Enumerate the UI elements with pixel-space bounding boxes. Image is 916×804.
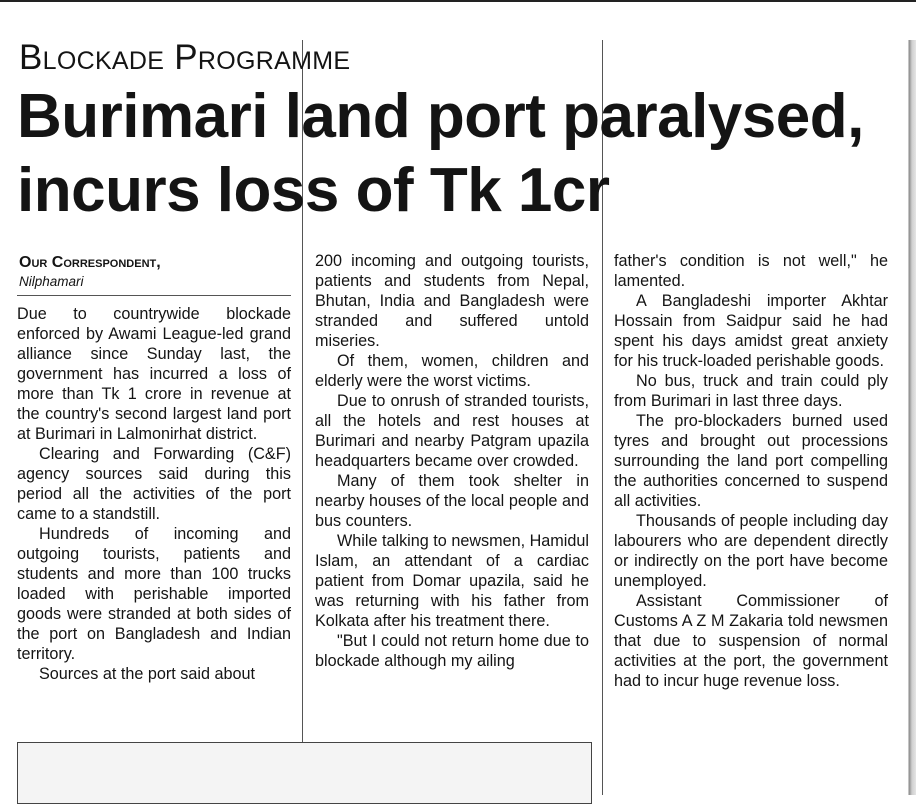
page-edge: [906, 40, 916, 795]
byline: Our Correspondent,: [19, 254, 161, 271]
article-column-2: [315, 251, 589, 671]
paragraph: Due to countrywide blockade enforced by Awami League-led grand alliance since Sunday last, the government has incurred a loss of more than Tk 1 crore in revenue at the country's second largest land port at Burimari in Lalmonirhat district.: [17, 305, 291, 443]
paragraph: The pro-blockaders burned used tyres and brought out processions surrounding the land port compelling the authorities concerned to suspend all activities.: [614, 412, 888, 510]
paragraph: 200 incoming and outgoing tourists, patients and students from Nepal, Bhutan, India and Bangladesh were stranded and suffered untold miseries.: [315, 252, 589, 350]
paragraph: "But I could not return home due to blockade although my ailing: [315, 632, 589, 670]
paragraph: Of them, women, children and elderly were the worst victims.: [315, 352, 589, 390]
paragraph: While talking to newsmen, Hamidul Islam, an attendant of a cardiac patient from Domar upazila, said he was returning with his father from Kolkata after his treatment there.: [315, 532, 589, 630]
top-rule: [0, 0, 916, 2]
dateline: Nilphamari: [19, 274, 84, 289]
article-column-3: [614, 251, 888, 691]
paragraph: Sources at the port said about: [39, 665, 255, 683]
paragraph: Hundreds of incoming and outgoing tourists, patients and students and more than 100 trucks loaded with perishable imported goods were stranded at both sides of the port on Bangladesh and Indian territory.: [17, 525, 291, 663]
paragraph: Due to onrush of stranded tourists, all the hotels and rest houses at Burimari and nearby Patgram upazila headquarters became over crowded.: [315, 392, 589, 470]
paragraph: father's condition is not well," he lamented.: [614, 252, 888, 290]
paragraph: No bus, truck and train could ply from Burimari in last three days.: [614, 372, 888, 410]
paragraph: A Bangladeshi importer Akhtar Hossain from Saidpur said he had spent his days amidst great anxiety for his truck-loaded perishable goods.: [614, 292, 888, 370]
kicker: Blockade Programme: [19, 38, 351, 77]
paragraph: Clearing and Forwarding (C&F) agency sources said during this period all the activities of the port came to a standstill.: [17, 445, 291, 523]
headline: [17, 80, 897, 228]
paragraph: Assistant Commissioner of Customs A Z M Zakaria told newsmen that due to suspension of normal activities at the port, the government had to incur huge revenue loss.: [614, 592, 888, 690]
byline-rule: [17, 295, 291, 296]
headline-line-1: Burimari land port paralysed,: [17, 82, 864, 151]
headline-line-2: incurs loss of Tk 1cr: [17, 156, 610, 225]
article-column-1: [17, 304, 291, 684]
paragraph: Many of them took shelter in nearby houses of the local people and bus counters.: [315, 472, 589, 530]
paragraph: Thousands of people including day labourers who are dependent directly or indirectly on the port have become unemployed.: [614, 512, 888, 590]
